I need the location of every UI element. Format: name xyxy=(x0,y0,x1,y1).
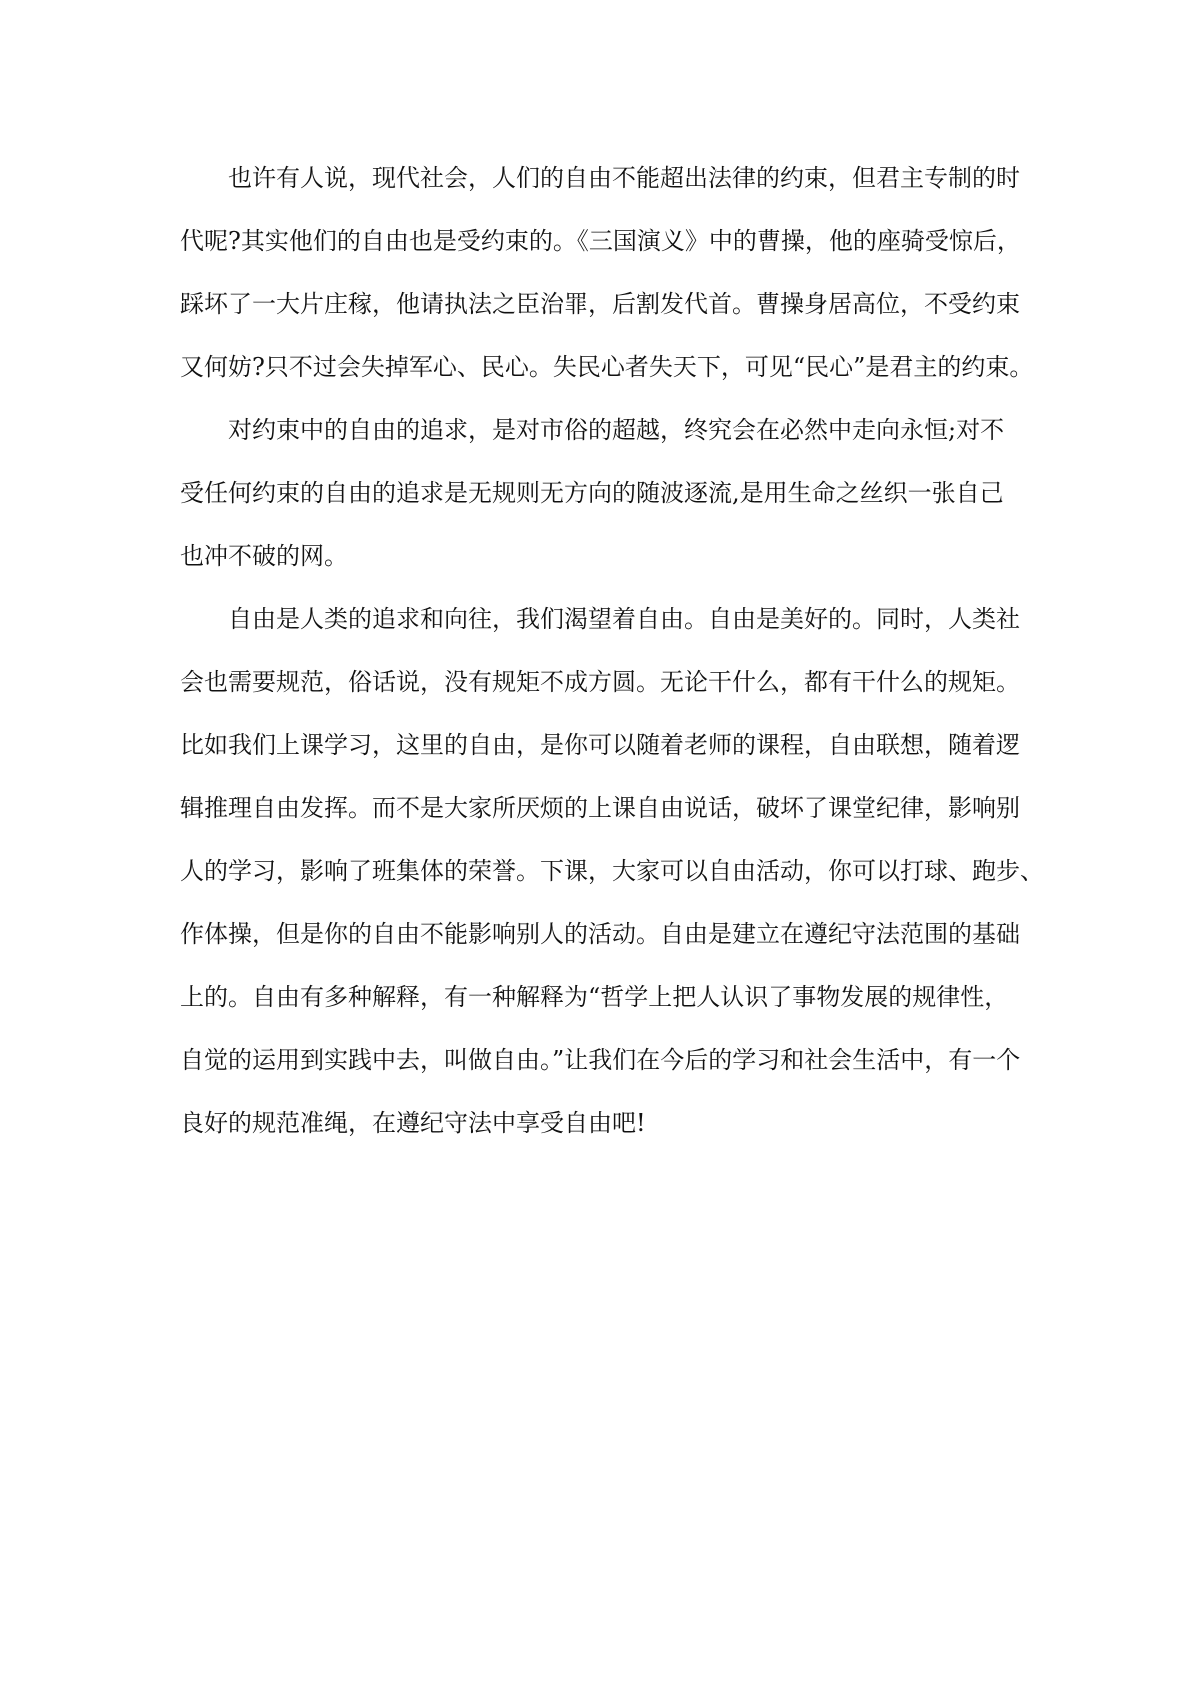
paragraph-3-line-4: 辑推理自由发挥。而不是大家所厌烦的上课自由说话，破坏了课堂纪律，影响别 xyxy=(180,794,1020,822)
paragraph-3-line-5: 人的学习，影响了班集体的荣誉。下课，大家可以自由活动，你可以打球、跑步、 xyxy=(180,857,1044,885)
paragraph-1-line-1: 也许有人说，现代社会，人们的自由不能超出法律的约束，但君主专制的时 xyxy=(228,164,1020,192)
body-text xyxy=(180,148,1044,1156)
paragraph-3-line-9: 良好的规范准绳，在遵纪守法中享受自由吧! xyxy=(180,1109,646,1137)
paragraph-2-line-3: 也冲不破的网。 xyxy=(180,542,348,570)
paragraph-1-line-3: 踩坏了一大片庄稼，他请执法之臣治罪，后割发代首。曹操身居高位，不受约束 xyxy=(180,290,1020,318)
paragraph-3-line-2: 会也需要规范，俗话说，没有规矩不成方圆。无论干什么，都有干什么的规矩。 xyxy=(180,668,1020,696)
paragraph-3-line-7: 上的。自由有多种解释，有一种解释为“哲学上把人认识了事物发展的规律性， xyxy=(180,983,1009,1011)
paragraph-1-line-4: 又何妨?只不过会失掉军心、民心。失民心者失天下，可见“民心”是君主的约束。 xyxy=(180,353,1034,381)
paragraph-3-line-1: 自由是人类的追求和向往，我们渴望着自由。自由是美好的。同时，人类社 xyxy=(228,605,1020,633)
paragraph-2-line-1: 对约束中的自由的追求，是对市俗的超越，终究会在必然中走向永恒;对不 xyxy=(228,416,1005,444)
paragraph-2-line-2: 受任何约束的自由的追求是无规则无方向的随波逐流,是用生命之丝织一张自己 xyxy=(180,479,1004,507)
paragraph-1-line-2: 代呢?其实他们的自由也是受约束的。《三国演义》中的曹操，他的座骑受惊后， xyxy=(180,227,1021,255)
paragraph-3-line-6: 作体操，但是你的自由不能影响别人的活动。自由是建立在遵纪守法范围的基础 xyxy=(180,920,1020,948)
paragraph-3-line-8: 自觉的运用到实践中去，叫做自由。”让我们在今后的学习和社会生活中，有一个 xyxy=(180,1046,1021,1074)
paragraph-3-line-3: 比如我们上课学习，这里的自由，是你可以随着老师的课程，自由联想，随着逻 xyxy=(180,731,1020,759)
